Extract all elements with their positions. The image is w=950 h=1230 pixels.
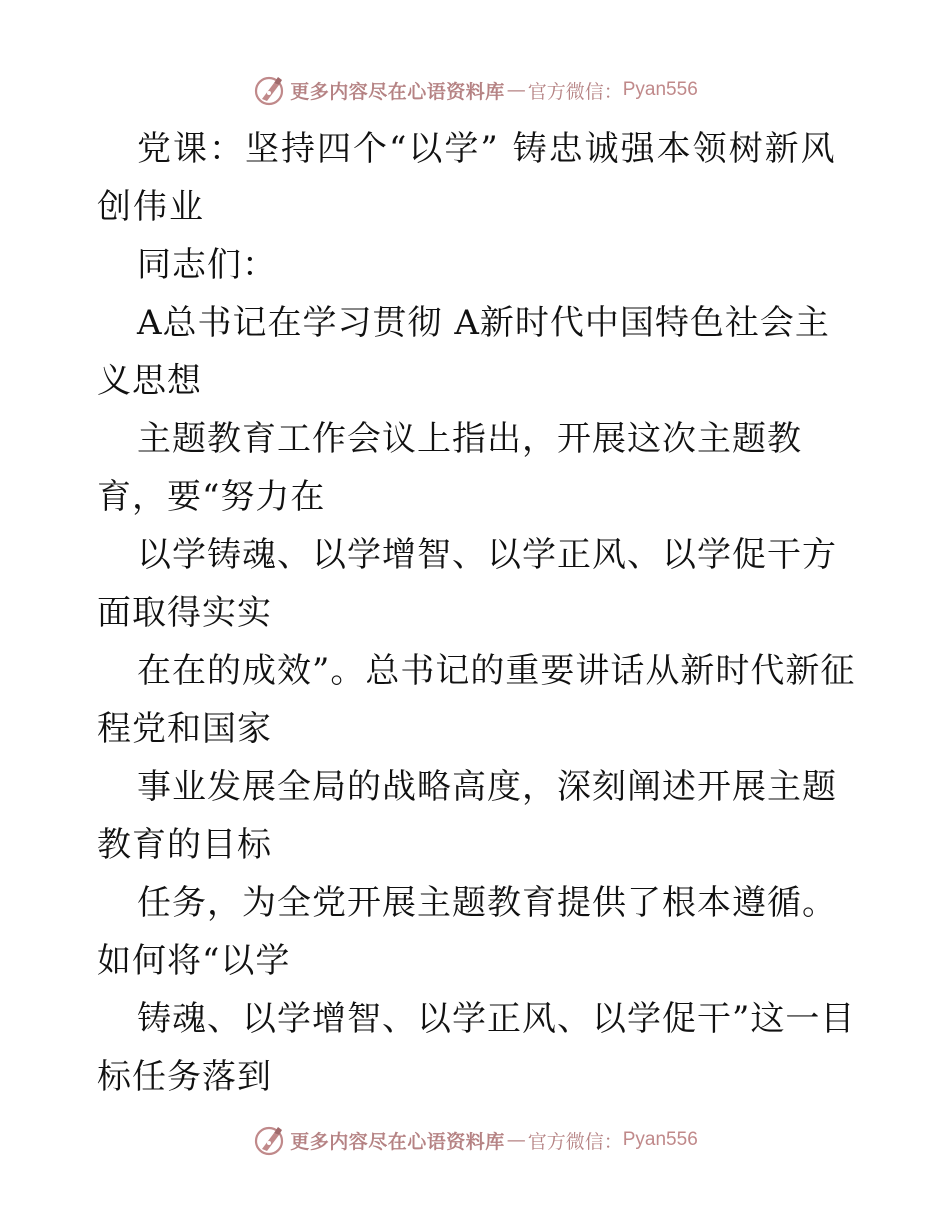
paragraph: 事业发展全局的战略高度，深刻阐述开展主题教育的目标 (97, 767, 837, 865)
document-title: 党课：坚持四个“以学” 铸忠诚强本领树新风创伟业 (97, 129, 837, 227)
watermark-text: 更多内容尽在心语资料库 (290, 1130, 505, 1153)
watermark-separator: — (506, 1129, 526, 1151)
paragraph: 任务，为全党开展主题教育提供了根本遵循。如何将“以学 (97, 883, 837, 981)
watermark-separator: — (506, 79, 526, 101)
paragraph: 在在的成效”。总书记的重要讲话从新时代新征程党和国家 (97, 651, 856, 749)
watermark-label: 官方微信： (527, 80, 623, 103)
paragraph: 以学铸魂、以学增智、以学正风、以学促干方面取得实实 (97, 535, 837, 633)
pen-nib-logo-icon (252, 1123, 286, 1157)
paragraph: A总书记在学习贯彻 A新时代中国特色社会主义思想 (97, 303, 830, 401)
document-body (97, 120, 857, 1106)
paragraph: 同志们： (137, 245, 277, 285)
watermark-label: 官方微信： (527, 1130, 623, 1153)
paragraph: 主题教育工作会议上指出，开展这次主题教育，要“努力在 (97, 419, 802, 517)
paragraph: 铸魂、以学增智、以学正风、以学促干”这一目标任务落到 (97, 999, 856, 1097)
footer-watermark (0, 1120, 950, 1160)
header-watermark (0, 70, 950, 110)
watermark-id: Pyan556 (622, 79, 698, 100)
pen-nib-logo-icon (252, 73, 286, 107)
watermark-id: Pyan556 (622, 1129, 698, 1150)
watermark-text: 更多内容尽在心语资料库 (290, 80, 505, 103)
